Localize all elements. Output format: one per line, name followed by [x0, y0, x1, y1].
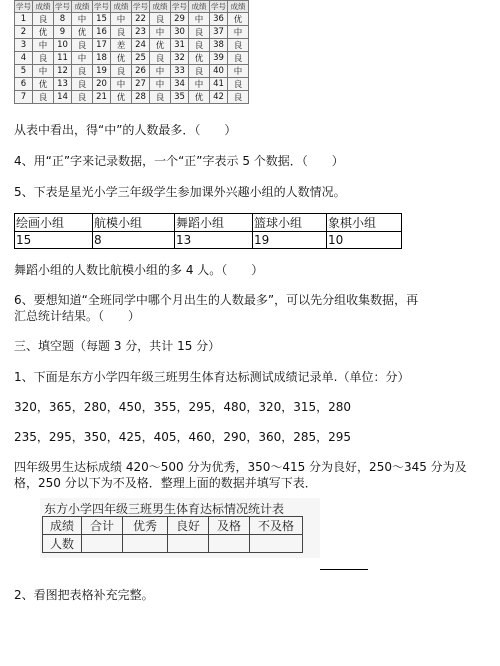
grade-cell: 中: [150, 26, 171, 39]
grade-cell: 中: [228, 26, 249, 39]
student-number-cell: 22: [132, 13, 150, 26]
student-number-cell: 34: [171, 78, 189, 91]
scores-line-2: 235，295，350，425，405，460，290，360，285，295: [14, 430, 352, 444]
student-number-cell: 31: [171, 39, 189, 52]
stat-header-cell: 及格: [209, 517, 250, 535]
grade-cell: 良: [189, 26, 210, 39]
header-cell: 学号: [211, 2, 226, 11]
group-count-cell: 8: [93, 232, 175, 249]
stat-table: [42, 516, 303, 553]
group-name-cell: 航模小组: [93, 214, 175, 232]
grade-table-body: [15, 13, 249, 104]
interest-group-table: [14, 213, 402, 249]
header-cell: 成绩: [150, 1, 171, 13]
student-number-cell: 24: [132, 39, 150, 52]
stat-count-row: [43, 535, 303, 553]
header-cell: 学号: [133, 2, 148, 11]
student-number-cell: 28: [132, 91, 150, 104]
student-number-cell: 26: [132, 65, 150, 78]
header-cell: 成绩: [189, 1, 210, 13]
question-5: 5、下表是星光小学三年级学生参加课外兴趣小组的人数情况。: [14, 185, 346, 199]
stat-table-figure: [40, 498, 320, 558]
criteria-line-1: 四年级男生达标成绩 420～500 分为优秀，350～415 分为良好，250～345 分为及: [14, 460, 467, 474]
grade-table-row: [15, 52, 249, 65]
stat-header-cell: 优秀: [123, 517, 168, 535]
grade-cell: 中: [33, 65, 54, 78]
student-number-cell: 25: [132, 52, 150, 65]
header-cell: 成绩: [72, 1, 93, 13]
student-number-cell: 2: [15, 26, 33, 39]
fill-question-1: 1、下面是东方小学四年级三班男生体育达标测试成绩记录单.（单位：分）: [14, 370, 410, 384]
grade-cell: 中: [33, 39, 54, 52]
grade-cell: 良: [228, 39, 249, 52]
group-name-cell: 象棋小组: [327, 214, 402, 232]
grade-table-row: [15, 39, 249, 52]
student-number-cell: 1: [15, 13, 33, 26]
question-6-line2: 汇总统计结果。（ ）: [14, 309, 141, 323]
student-number-cell: 41: [210, 78, 228, 91]
student-number-cell: 21: [93, 91, 111, 104]
grade-cell: 良: [33, 52, 54, 65]
grade-cell: 良: [189, 65, 210, 78]
stat-blank-cell: [168, 535, 209, 553]
student-number-cell: 4: [15, 52, 33, 65]
student-number-cell: 8: [54, 13, 72, 26]
student-number-cell: 37: [210, 26, 228, 39]
grade-cell: 中: [189, 13, 210, 26]
grade-cell: 良: [72, 78, 93, 91]
group-count-cell: 19: [253, 232, 327, 249]
stat-blank-cell: [209, 535, 250, 553]
question-most-medium: 从表中看出，得“中”的人数最多．（ ）: [14, 123, 237, 137]
stat-row-label: 人数: [43, 535, 82, 553]
student-number-cell: 38: [210, 39, 228, 52]
header-cell: 学号: [94, 2, 109, 11]
question-6-line1: 6、要想知道“全班同学中哪个月出生的人数最多”，可以先分组收集数据，再: [14, 293, 419, 307]
stat-header-row: [43, 517, 303, 535]
grade-cell: 中: [150, 65, 171, 78]
header-cell: 成绩: [111, 1, 132, 13]
grade-cell: 优: [111, 91, 132, 104]
group-name-cell: 舞蹈小组: [175, 214, 253, 232]
group-count-cell: 10: [327, 232, 402, 249]
stat-header-cell: 合计: [82, 517, 123, 535]
grade-cell: 中: [111, 13, 132, 26]
stat-table-title: 东方小学四年级三班男生体育达标情况统计表: [44, 502, 285, 516]
group-name-cell: 绘画小组: [15, 214, 93, 232]
student-number-cell: 10: [54, 39, 72, 52]
grade-table-row: [15, 13, 249, 26]
grade-cell: 良: [150, 91, 171, 104]
grade-cell: 优: [111, 52, 132, 65]
student-number-cell: 18: [93, 52, 111, 65]
grade-cell: 中: [228, 65, 249, 78]
student-number-cell: 17: [93, 39, 111, 52]
grade-table-row: [15, 78, 249, 91]
grade-cell: 良: [72, 65, 93, 78]
student-number-cell: 7: [15, 91, 33, 104]
student-number-cell: 27: [132, 78, 150, 91]
grade-cell: 优: [150, 39, 171, 52]
student-number-cell: 5: [15, 65, 33, 78]
student-number-cell: 39: [210, 52, 228, 65]
grade-table-row: [15, 65, 249, 78]
student-number-cell: 6: [15, 78, 33, 91]
stat-header-cell: 良好: [168, 517, 209, 535]
criteria-line-2: 格，250 分以下为不及格．整理上面的数据并填写下表．: [14, 476, 317, 490]
student-number-cell: 15: [93, 13, 111, 26]
grade-cell: 良: [111, 65, 132, 78]
grade-record-table: [14, 0, 249, 104]
student-number-cell: 29: [171, 13, 189, 26]
group-count-row: [15, 232, 402, 249]
stat-blank-cell: [123, 535, 168, 553]
student-number-cell: 30: [171, 26, 189, 39]
grade-cell: 良: [150, 52, 171, 65]
student-number-cell: 33: [171, 65, 189, 78]
grade-table-row: [15, 91, 249, 104]
student-number-cell: 12: [54, 65, 72, 78]
student-number-cell: 19: [93, 65, 111, 78]
student-number-cell: 3: [15, 39, 33, 52]
grade-cell: 优: [189, 52, 210, 65]
student-number-cell: 42: [210, 91, 228, 104]
grade-cell: 良: [228, 78, 249, 91]
grade-cell: 良: [111, 26, 132, 39]
stat-header-cell: 不及格: [250, 517, 303, 535]
group-count-cell: 15: [15, 232, 93, 249]
student-number-cell: 16: [93, 26, 111, 39]
answer-blank-line: [320, 569, 368, 570]
student-number-cell: 13: [54, 78, 72, 91]
grade-table-header-row: [15, 1, 249, 13]
grade-cell: 优: [72, 26, 93, 39]
question-5-statement: 舞蹈小组的人数比航模小组的多 4 人。（ ）: [14, 263, 264, 277]
grade-cell: 良: [33, 91, 54, 104]
grade-cell: 中: [72, 52, 93, 65]
grade-cell: 中: [72, 13, 93, 26]
stat-header-cell: 成绩: [43, 517, 82, 535]
student-number-cell: 40: [210, 65, 228, 78]
student-number-cell: 20: [93, 78, 111, 91]
student-number-cell: 23: [132, 26, 150, 39]
grade-cell: 良: [150, 13, 171, 26]
grade-cell: 良: [72, 39, 93, 52]
student-number-cell: 11: [54, 52, 72, 65]
grade-cell: 优: [228, 13, 249, 26]
header-cell: 学号: [55, 2, 70, 11]
group-name-cell: 篮球小组: [253, 214, 327, 232]
header-cell: 学号: [16, 2, 31, 11]
student-number-cell: 36: [210, 13, 228, 26]
fill-question-2: 2、看图把表格补充完整。: [14, 588, 154, 602]
student-number-cell: 9: [54, 26, 72, 39]
header-cell: 成绩: [33, 1, 54, 13]
grade-cell: 优: [33, 26, 54, 39]
grade-cell: 良: [189, 39, 210, 52]
student-number-cell: 35: [171, 91, 189, 104]
grade-cell: 中: [150, 78, 171, 91]
scores-line-1: 320，365，280，450，355，295，480，320，315，280: [14, 400, 352, 414]
section-3-heading: 三、填空题（每题 3 分，共计 15 分）: [14, 339, 221, 353]
grade-cell: 中: [111, 78, 132, 91]
stat-blank-cell: [250, 535, 303, 553]
grade-cell: 优: [189, 91, 210, 104]
group-count-cell: 13: [175, 232, 253, 249]
student-number-cell: 14: [54, 91, 72, 104]
grade-table-row: [15, 26, 249, 39]
student-number-cell: 32: [171, 52, 189, 65]
grade-cell: 良: [72, 91, 93, 104]
grade-cell: 良: [228, 91, 249, 104]
header-cell: 成绩: [228, 1, 249, 13]
grade-cell: 优: [33, 78, 54, 91]
group-name-row: [15, 214, 402, 232]
grade-cell: 良: [33, 13, 54, 26]
header-cell: 学号: [172, 2, 187, 11]
question-4: 4、用“正”字来记录数据，一个“正”字表示 5 个数据．（ ）: [14, 154, 344, 168]
stat-blank-cell: [82, 535, 123, 553]
grade-cell: 良: [228, 52, 249, 65]
grade-cell: 中: [189, 78, 210, 91]
grade-cell: 差: [111, 39, 132, 52]
